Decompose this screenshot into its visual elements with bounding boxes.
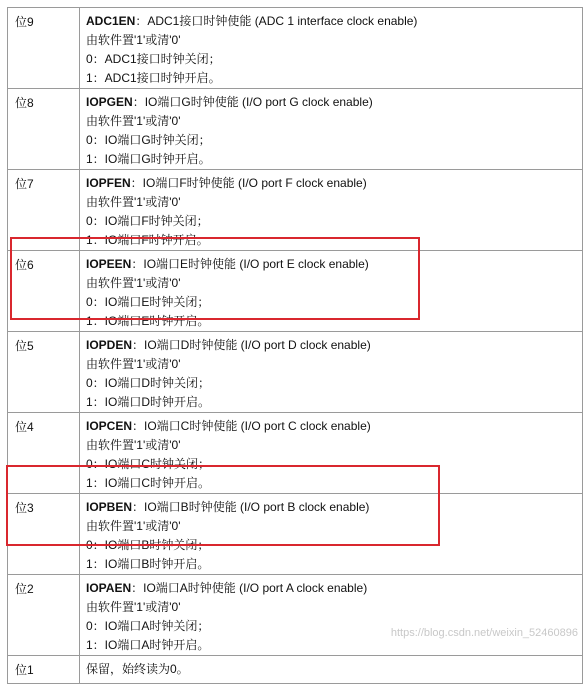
field-line-zero: 0：IO端口G时钟关闭；: [86, 133, 211, 147]
field-line-one: 1：IO端口G时钟开启。: [86, 152, 211, 166]
field-title: ：IO端口C时钟使能 (I/O port C clock enable): [132, 419, 371, 433]
field-title: ：IO端口E时钟使能 (I/O port E clock enable): [131, 257, 369, 271]
bit-description: [80, 575, 583, 656]
bit-label: 位1: [8, 656, 80, 684]
field-title: ：IO端口B时钟使能 (I/O port B clock enable): [132, 500, 370, 514]
field-line-set: 由软件置'1'或清'0': [86, 114, 181, 128]
field-line-one: 1：ADC1接口时钟开启。: [86, 71, 221, 85]
field-line-set: 由软件置'1'或清'0': [86, 519, 181, 533]
field-name: IOPFEN: [86, 176, 131, 190]
bit-label: 位3: [8, 494, 80, 575]
field-line-zero: 0：IO端口A时钟关闭；: [86, 619, 210, 633]
bit-label: 位8: [8, 89, 80, 170]
field-name: IOPAEN: [86, 581, 132, 595]
field-name: IOPEEN: [86, 257, 132, 271]
highlight-box-bit6: [10, 237, 420, 320]
field-name: IOPGEN: [86, 95, 133, 109]
bit-label: 位5: [8, 332, 80, 413]
field-name: ADC1EN: [86, 14, 136, 28]
reserved-description: 保留，始终读为0。: [80, 656, 583, 684]
field-line-zero: 0：IO端口E时钟关闭；: [86, 295, 210, 309]
field-line-set: 由软件置'1'或清'0': [86, 438, 181, 452]
bit-label: 位7: [8, 170, 80, 251]
bit-label: 位9: [8, 8, 80, 89]
field-line-one: 1：IO端口A时钟开启。: [86, 638, 210, 652]
bit-description: [80, 89, 583, 170]
field-title: ：IO端口F时钟使能 (I/O port F clock enable): [130, 176, 367, 190]
field-title: ：IO端口D时钟使能 (I/O port D clock enable): [132, 338, 371, 352]
field-line-set: 由软件置'1'或清'0': [86, 195, 181, 209]
field-line-zero: 0：IO端口D时钟关闭；: [86, 376, 211, 390]
table-row: [8, 332, 583, 413]
field-name: IOPCEN: [86, 419, 133, 433]
bit-label: 位6: [8, 251, 80, 332]
field-line-zero: 0：IO端口F时钟关闭；: [86, 214, 209, 228]
field-line-one: 1：IO端口F时钟开启。: [86, 233, 209, 247]
table-row: [8, 89, 583, 170]
table-row: [8, 8, 583, 89]
field-line-set: 由软件置'1'或清'0': [86, 33, 181, 47]
field-name: IOPBEN: [86, 500, 133, 514]
field-line-one: 1：IO端口C时钟开启。: [86, 476, 211, 490]
field-line-set: 由软件置'1'或清'0': [86, 600, 181, 614]
field-line-zero: 0：ADC1接口时钟关闭；: [86, 52, 221, 66]
bit-label: 位2: [8, 575, 80, 656]
table-row: [8, 575, 583, 656]
field-title: ：IO端口G时钟使能 (I/O port G clock enable): [132, 95, 373, 109]
field-line-zero: 0：IO端口C时钟关闭；: [86, 457, 211, 471]
bit-description: [80, 8, 583, 89]
register-bit-table: [7, 7, 583, 684]
field-line-set: 由软件置'1'或清'0': [86, 357, 181, 371]
field-line-one: 1：IO端口D时钟开启。: [86, 395, 211, 409]
bit-description: [80, 332, 583, 413]
watermark-text: https://blog.csdn.net/weixin_52460896: [390, 627, 578, 639]
table-row-reserved: [8, 656, 583, 684]
field-line-set: 由软件置'1'或清'0': [86, 276, 181, 290]
field-line-zero: 0：IO端口B时钟关闭；: [86, 538, 210, 552]
field-title: ：ADC1接口时钟使能 (ADC 1 interface clock enable): [135, 14, 418, 28]
field-title: ：IO端口A时钟使能 (I/O port A clock enable): [131, 581, 368, 595]
bit-label: 位4: [8, 413, 80, 494]
field-line-one: 1：IO端口B时钟开启。: [86, 557, 210, 571]
field-name: IOPDEN: [86, 338, 133, 352]
field-line-one: 1：IO端口E时钟开启。: [86, 314, 210, 328]
highlight-box-bit3: [6, 465, 440, 546]
